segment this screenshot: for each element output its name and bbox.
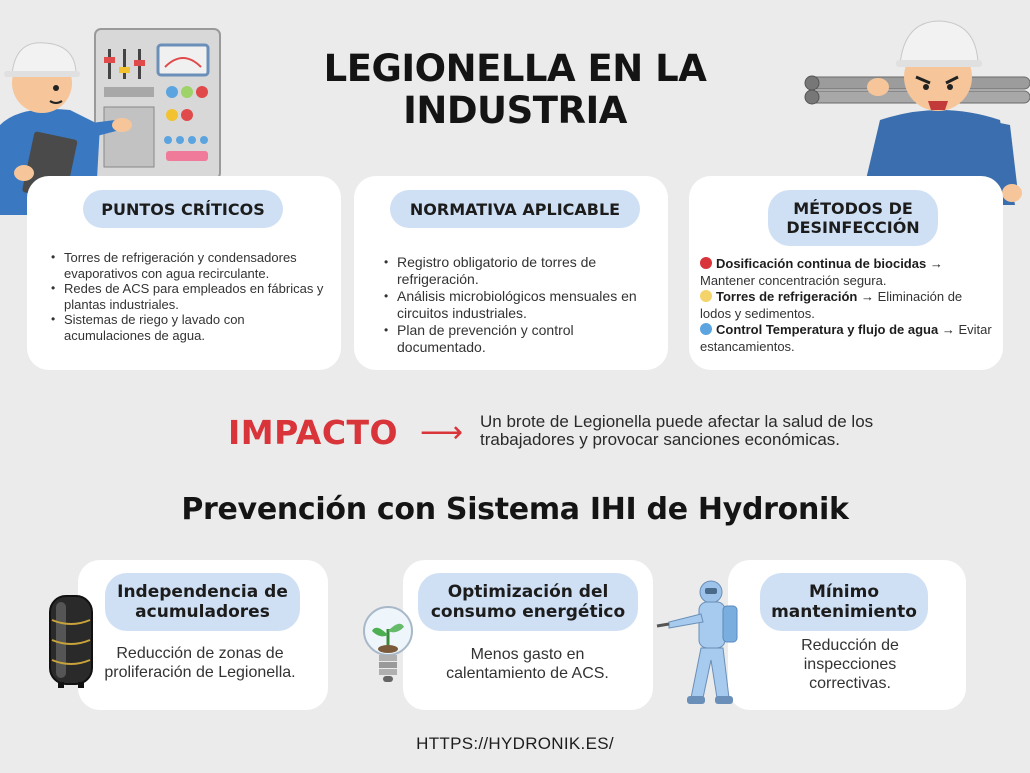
puntos-criticos-list [50, 250, 330, 343]
benefit-text: Reducción de inspecciones correctivas. [801, 637, 899, 692]
list-item: • Registro obligatorio de torres de refrigeración. [383, 254, 658, 288]
section-subtitle: Prevención con Sistema IHI de Hydronik [181, 492, 849, 527]
list-item: Control Temperatura y flujo de agua → Evitar estancamientos. [700, 322, 992, 354]
benefit-text: Reducción de zonas de proliferación de Legionella. [104, 645, 296, 681]
red-dot-icon [700, 257, 712, 269]
blue-dot-icon [700, 323, 712, 335]
water-tank-icon [44, 590, 98, 690]
benefit-heading: Mínimo mantenimiento [760, 573, 928, 631]
list-item: • Análisis microbiológicos mensuales en circuitos industriales. [383, 288, 658, 322]
normativa-list [383, 254, 658, 356]
list-item: • Sistemas de riego y lavado con acumulaciones de agua. [50, 312, 330, 343]
list-item: Torres de refrigeración → Eliminación de lodos y sedimentos. [700, 289, 963, 321]
benefit-heading: Independencia de acumuladores [105, 573, 300, 631]
arrow-right-icon: ⟶ [420, 415, 464, 450]
list-item: • Redes de ACS para empleados en fábricas y plantas industriales. [50, 281, 330, 312]
benefit-heading: Optimización del consumo energético [418, 573, 638, 631]
list-item: • Plan de prevención y control documentado. [383, 322, 658, 356]
card-heading: MÉTODOS DE DESINFECCIÓN [768, 190, 938, 246]
card-heading: NORMATIVA APLICABLE [390, 190, 640, 228]
impact-text: Un brote de Legionella puede afectar la salud de los trabajadores y provocar sanciones económicas. [480, 412, 874, 449]
list-item: Dosificación continua de biocidas → Mantener concentración segura. [700, 256, 943, 288]
list-item: • Torres de refrigeración y condensadores evaporativos con agua recirculante. [50, 250, 330, 281]
page-title: LEGIONELLA EN LA INDUSTRIA [323, 47, 707, 132]
yellow-dot-icon [700, 290, 712, 302]
impact-label: IMPACTO [228, 413, 399, 452]
benefit-text: Menos gasto en calentamiento de ACS. [446, 646, 609, 682]
footer-url[interactable]: HTTPS://HYDRONIK.ES/ [416, 734, 614, 753]
lightbulb-plant-icon [362, 603, 414, 693]
metodos-list [700, 256, 992, 355]
hazmat-sprayer-illustration [655, 578, 745, 713]
card-heading: PUNTOS CRÍTICOS [83, 190, 283, 228]
